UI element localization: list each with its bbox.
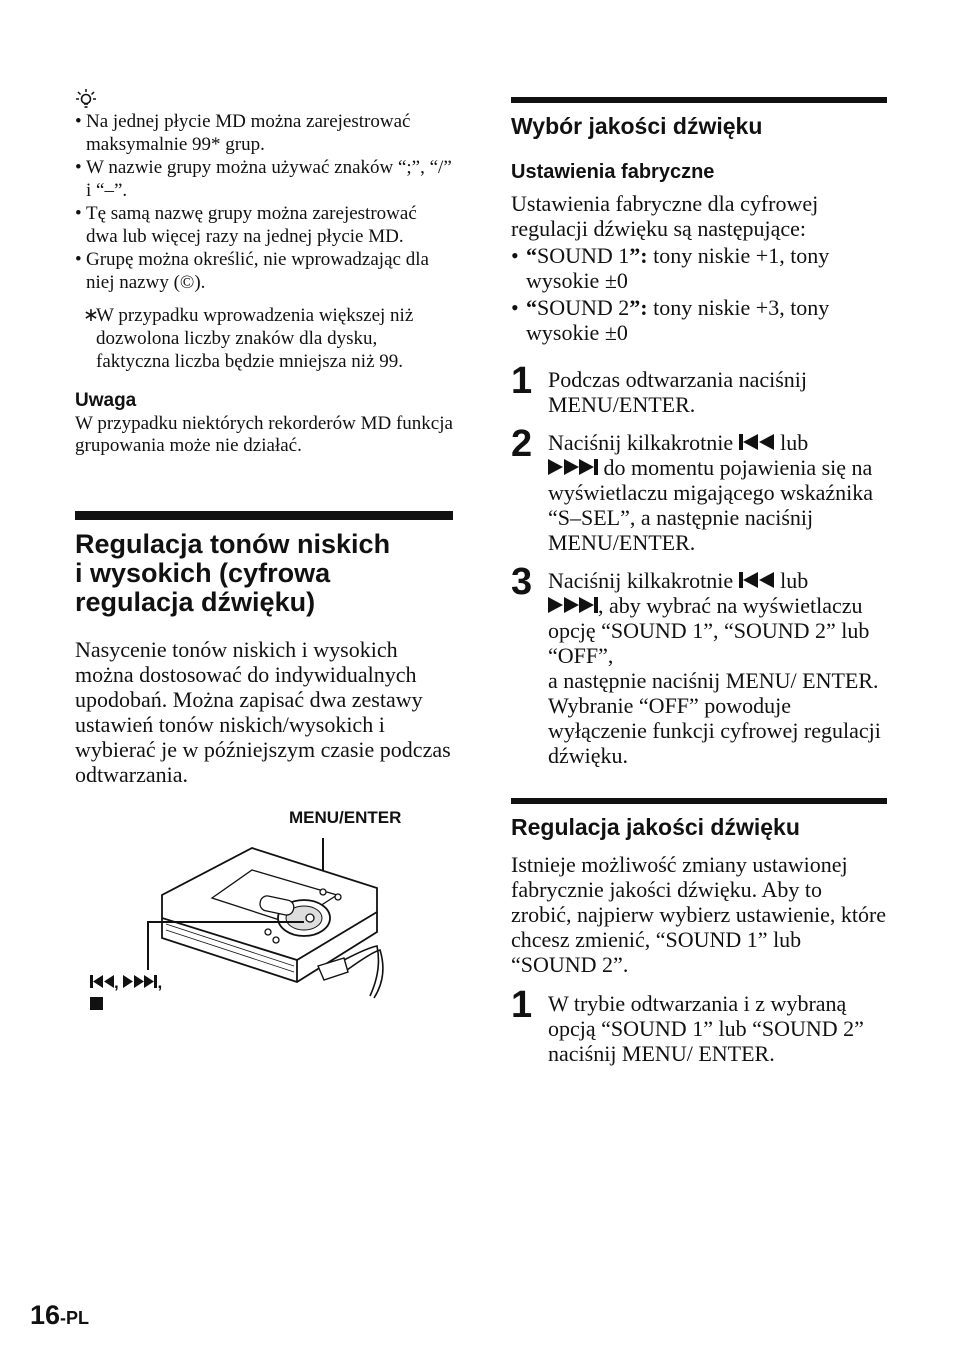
- intro-paragraph: Nasycenie tonów niskich i wysokich można dostosować do indywidualnych upodobań. Można zapisać dwa zestawy ustawień tonów niskich/wysokich i wybierać je w późniejszym czasie podczas odtwarzania.: [75, 637, 451, 787]
- heading-adjust-quality: Regulacja jakości dźwięku: [511, 814, 800, 840]
- step-number: 1: [511, 984, 533, 1026]
- step-text: lub: [774, 568, 809, 593]
- step-text: , aby wybrać na wyświetlaczu opcję “SOUND 1”, “SOUND 2” lub “OFF”,: [548, 593, 870, 668]
- note-title: Uwaga: [75, 390, 137, 411]
- label-separator: ,: [114, 973, 119, 992]
- right-column: [511, 97, 887, 1066]
- adjust-text: Istnieje możliwość zmiany ustawionej fabrycznie jakości dźwięku. Aby to zrobić, najpierw wybierz ustawienie, które chcesz zmienić, “SOUND 1” lub “SOUND 2”.: [511, 852, 887, 977]
- play-next-track-icon: [548, 597, 598, 613]
- note-text: W przypadku niektórych rekorderów MD funkcja grupowania może nie działać.: [75, 413, 453, 456]
- section-rule: [75, 511, 453, 520]
- play-next-track-icon: [123, 975, 157, 988]
- footnote-asterisk: ∗: [83, 305, 99, 326]
- section-title: [75, 530, 453, 617]
- step-number: 2: [511, 423, 533, 465]
- section-title-line: i wysokich (cyfrowa: [75, 558, 331, 588]
- setting-label: SOUND 2: [537, 295, 630, 320]
- tips-list: [75, 110, 453, 294]
- setting-desc: tony niskie +3, tony wysokie ±0: [526, 295, 830, 345]
- tip-item: • Na jednej płycie MD można zarejestrować maksymalnie 99* grup.: [75, 110, 453, 156]
- quote-open: “: [526, 243, 537, 268]
- setting-label: SOUND 1: [537, 243, 630, 268]
- step-2: [511, 423, 887, 555]
- section-title-line: regulacja dźwięku): [75, 587, 316, 617]
- heading-factory-settings: Ustawienia fabryczne: [511, 161, 715, 183]
- previous-track-icon: [739, 572, 775, 588]
- previous-track-icon: [739, 434, 775, 450]
- footnote-text: W przypadku wprowadzenia większej niż dozwolona liczby znaków dla dysku, faktyczna liczba będzie mniejsza niż 99.: [96, 305, 414, 372]
- tip-item: • Tę samą nazwę grupy można zarejestrować dwa lub więcej razy na jednej płycie MD.: [75, 202, 453, 248]
- section-rule: [511, 798, 887, 804]
- step-number: 3: [511, 561, 533, 603]
- step-1: [511, 360, 887, 417]
- quote-open: “: [526, 295, 537, 320]
- step-adjust-1: [511, 984, 887, 1066]
- device-illustration: [82, 800, 412, 1030]
- lightbulb-tip-icon: [75, 88, 97, 110]
- tip-item: • W nazwie grupy można używać znaków “;”, “/” i “–”.: [75, 156, 453, 202]
- step-text: lub: [774, 430, 809, 455]
- section-title-line: Regulacja tonów niskich: [75, 529, 391, 559]
- setting-desc: tony niskie +1, tony wysokie ±0: [526, 243, 830, 293]
- quote-close: ”:: [629, 295, 648, 320]
- step-text: Naciśnij kilkakrotnie: [548, 568, 739, 593]
- transport-keys-label: [90, 972, 162, 1016]
- step-number: 1: [511, 360, 533, 402]
- heading-sound-quality: Wybór jakości dźwięku: [511, 113, 763, 139]
- footnote: [75, 304, 453, 373]
- step-3: [511, 561, 887, 768]
- page-number-value: 16: [30, 1300, 61, 1330]
- stop-icon: [90, 997, 103, 1010]
- quote-close: ”:: [629, 243, 648, 268]
- step-text: Podczas odtwarzania naciśnij MENU/ENTER.: [548, 367, 808, 417]
- step-text: do momentu pojawienia się na wyświetlaczu migającego wskaźnika “S–SEL”, a następnie naciśnij MENU/ENTER.: [548, 455, 873, 555]
- step-result: Wybranie “OFF” powoduje wyłączenie funkcji cyfrowej regulacji dźwięku.: [548, 693, 881, 768]
- step-text: W trybie odtwarzania i z wybraną opcją “SOUND 1” lub “SOUND 2” naciśnij MENU/ ENTER.: [548, 991, 864, 1066]
- factory-settings-list: [511, 243, 887, 345]
- play-next-track-icon: [548, 459, 598, 475]
- step-text: a następnie naciśnij MENU/ ENTER.: [548, 668, 879, 693]
- page-number-suffix: -PL: [60, 1308, 90, 1328]
- factory-text: Ustawienia fabryczne dla cyfrowej regulacji dźwięku są następujące:: [511, 191, 819, 241]
- tip-item: • Grupę można określić, nie wprowadzając dla niej nazwy (©).: [75, 248, 453, 294]
- left-column: [75, 88, 453, 787]
- previous-track-icon: [90, 975, 114, 988]
- section-rule: [511, 97, 887, 103]
- setting-item: [511, 295, 887, 345]
- step-text: Naciśnij kilkakrotnie: [548, 430, 739, 455]
- label-separator: ,: [157, 973, 163, 992]
- menu-enter-label: MENU/ENTER: [289, 808, 402, 827]
- setting-item: [511, 243, 887, 293]
- page-number: [30, 1300, 89, 1331]
